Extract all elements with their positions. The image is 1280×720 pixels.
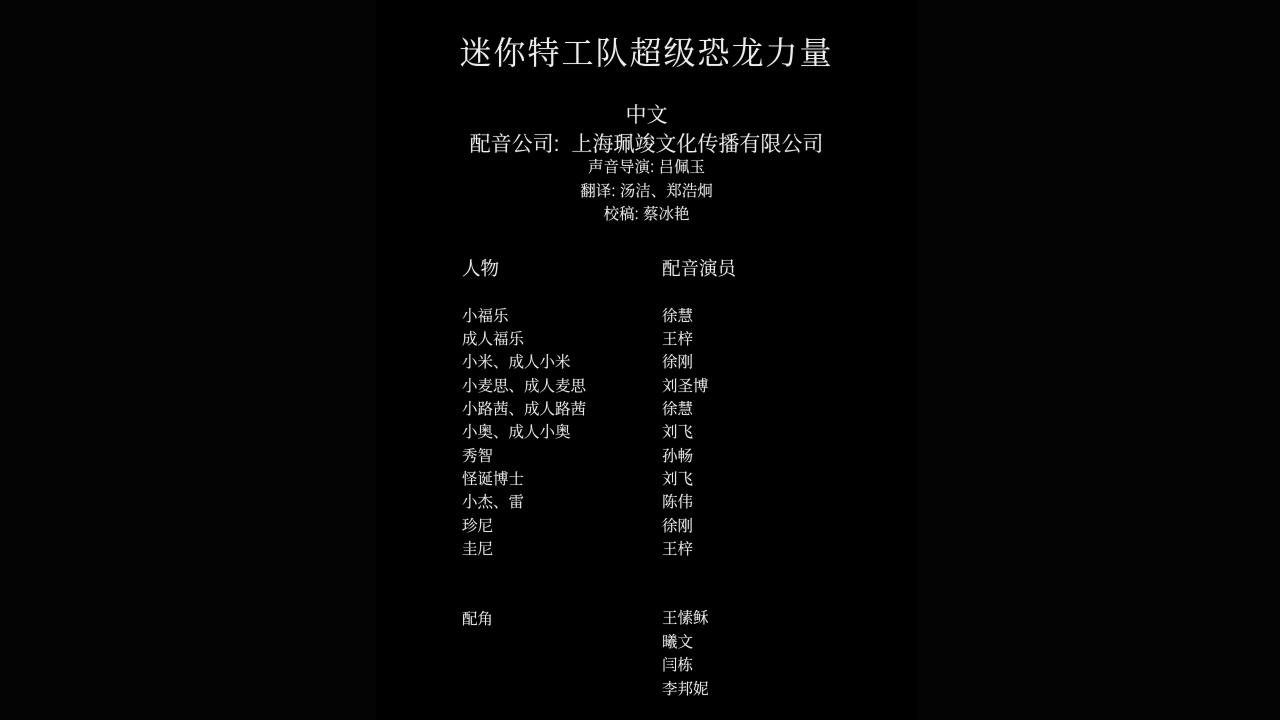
table-row [376,396,917,419]
actor-cell: 刘飞 [662,470,694,488]
actor-cell: 孙畅 [662,447,694,465]
actor-cell: 王梓 [662,330,694,348]
actor-cell: 徐慧 [662,307,694,325]
production-credits [376,156,917,227]
credit-line-proofreading: 校稿: 蔡冰艳 [603,206,690,223]
actor-cell: 徐慧 [662,400,694,418]
character-cell: 小路茜、成人路茜 [462,400,587,418]
column-header-actor: 配音演员 [662,258,737,279]
character-cell: 小福乐 [462,307,509,325]
character-cell: 成人福乐 [462,330,525,348]
table-row [376,420,917,443]
table-row [376,373,917,396]
actor-cell: 刘飞 [662,424,694,442]
dubbing-company-value: 上海珮竣文化传播有限公司 [571,133,824,156]
supporting-actor: 闫栋 [662,657,694,674]
table-row [376,536,917,559]
character-cell: 圭尼 [462,540,494,558]
table-row [376,466,917,489]
table-row [376,490,917,513]
table-row [376,443,917,466]
supporting-cast-label: 配角 [462,611,494,628]
actor-cell: 徐刚 [662,354,694,372]
credits-video-frame [376,0,917,720]
actor-cell: 王梓 [662,540,694,558]
supporting-cast-section [376,607,917,701]
dubbing-company-label: 配音公司: [469,133,560,156]
character-cell: 怪诞博士 [462,470,525,488]
actor-cell: 陈伟 [662,494,694,512]
page-title: 迷你特工队超级恐龙力量 [459,35,834,71]
character-cell: 小杰、雷 [462,494,525,512]
character-cell: 小麦思、成人麦思 [462,377,587,395]
column-header-character: 人物 [462,258,500,279]
supporting-actor: 曦文 [662,633,694,651]
supporting-actor: 李邦妮 [662,680,709,698]
language-label: 中文 [625,104,668,127]
character-cell: 秀智 [462,447,494,465]
supporting-cast-names [662,607,709,701]
credit-line-translation: 翻译: 汤洁、郑浩炯 [580,182,713,200]
table-row [376,303,917,326]
table-row [376,350,917,373]
character-cell: 小奥、成人小奥 [462,424,571,442]
actor-cell: 刘圣博 [662,377,709,395]
table-row [376,513,917,536]
character-cell: 珍尼 [462,517,494,535]
supporting-actor: 王愫稣 [662,610,709,627]
credit-line-voice-director: 声音导演: 吕佩玉 [587,159,706,176]
actor-cell: 徐刚 [662,517,694,535]
table-row [376,326,917,349]
dubbing-company-line [376,128,917,158]
character-cell: 小米、成人小米 [462,354,571,372]
cast-table [376,303,917,560]
cast-table-header [376,255,917,281]
